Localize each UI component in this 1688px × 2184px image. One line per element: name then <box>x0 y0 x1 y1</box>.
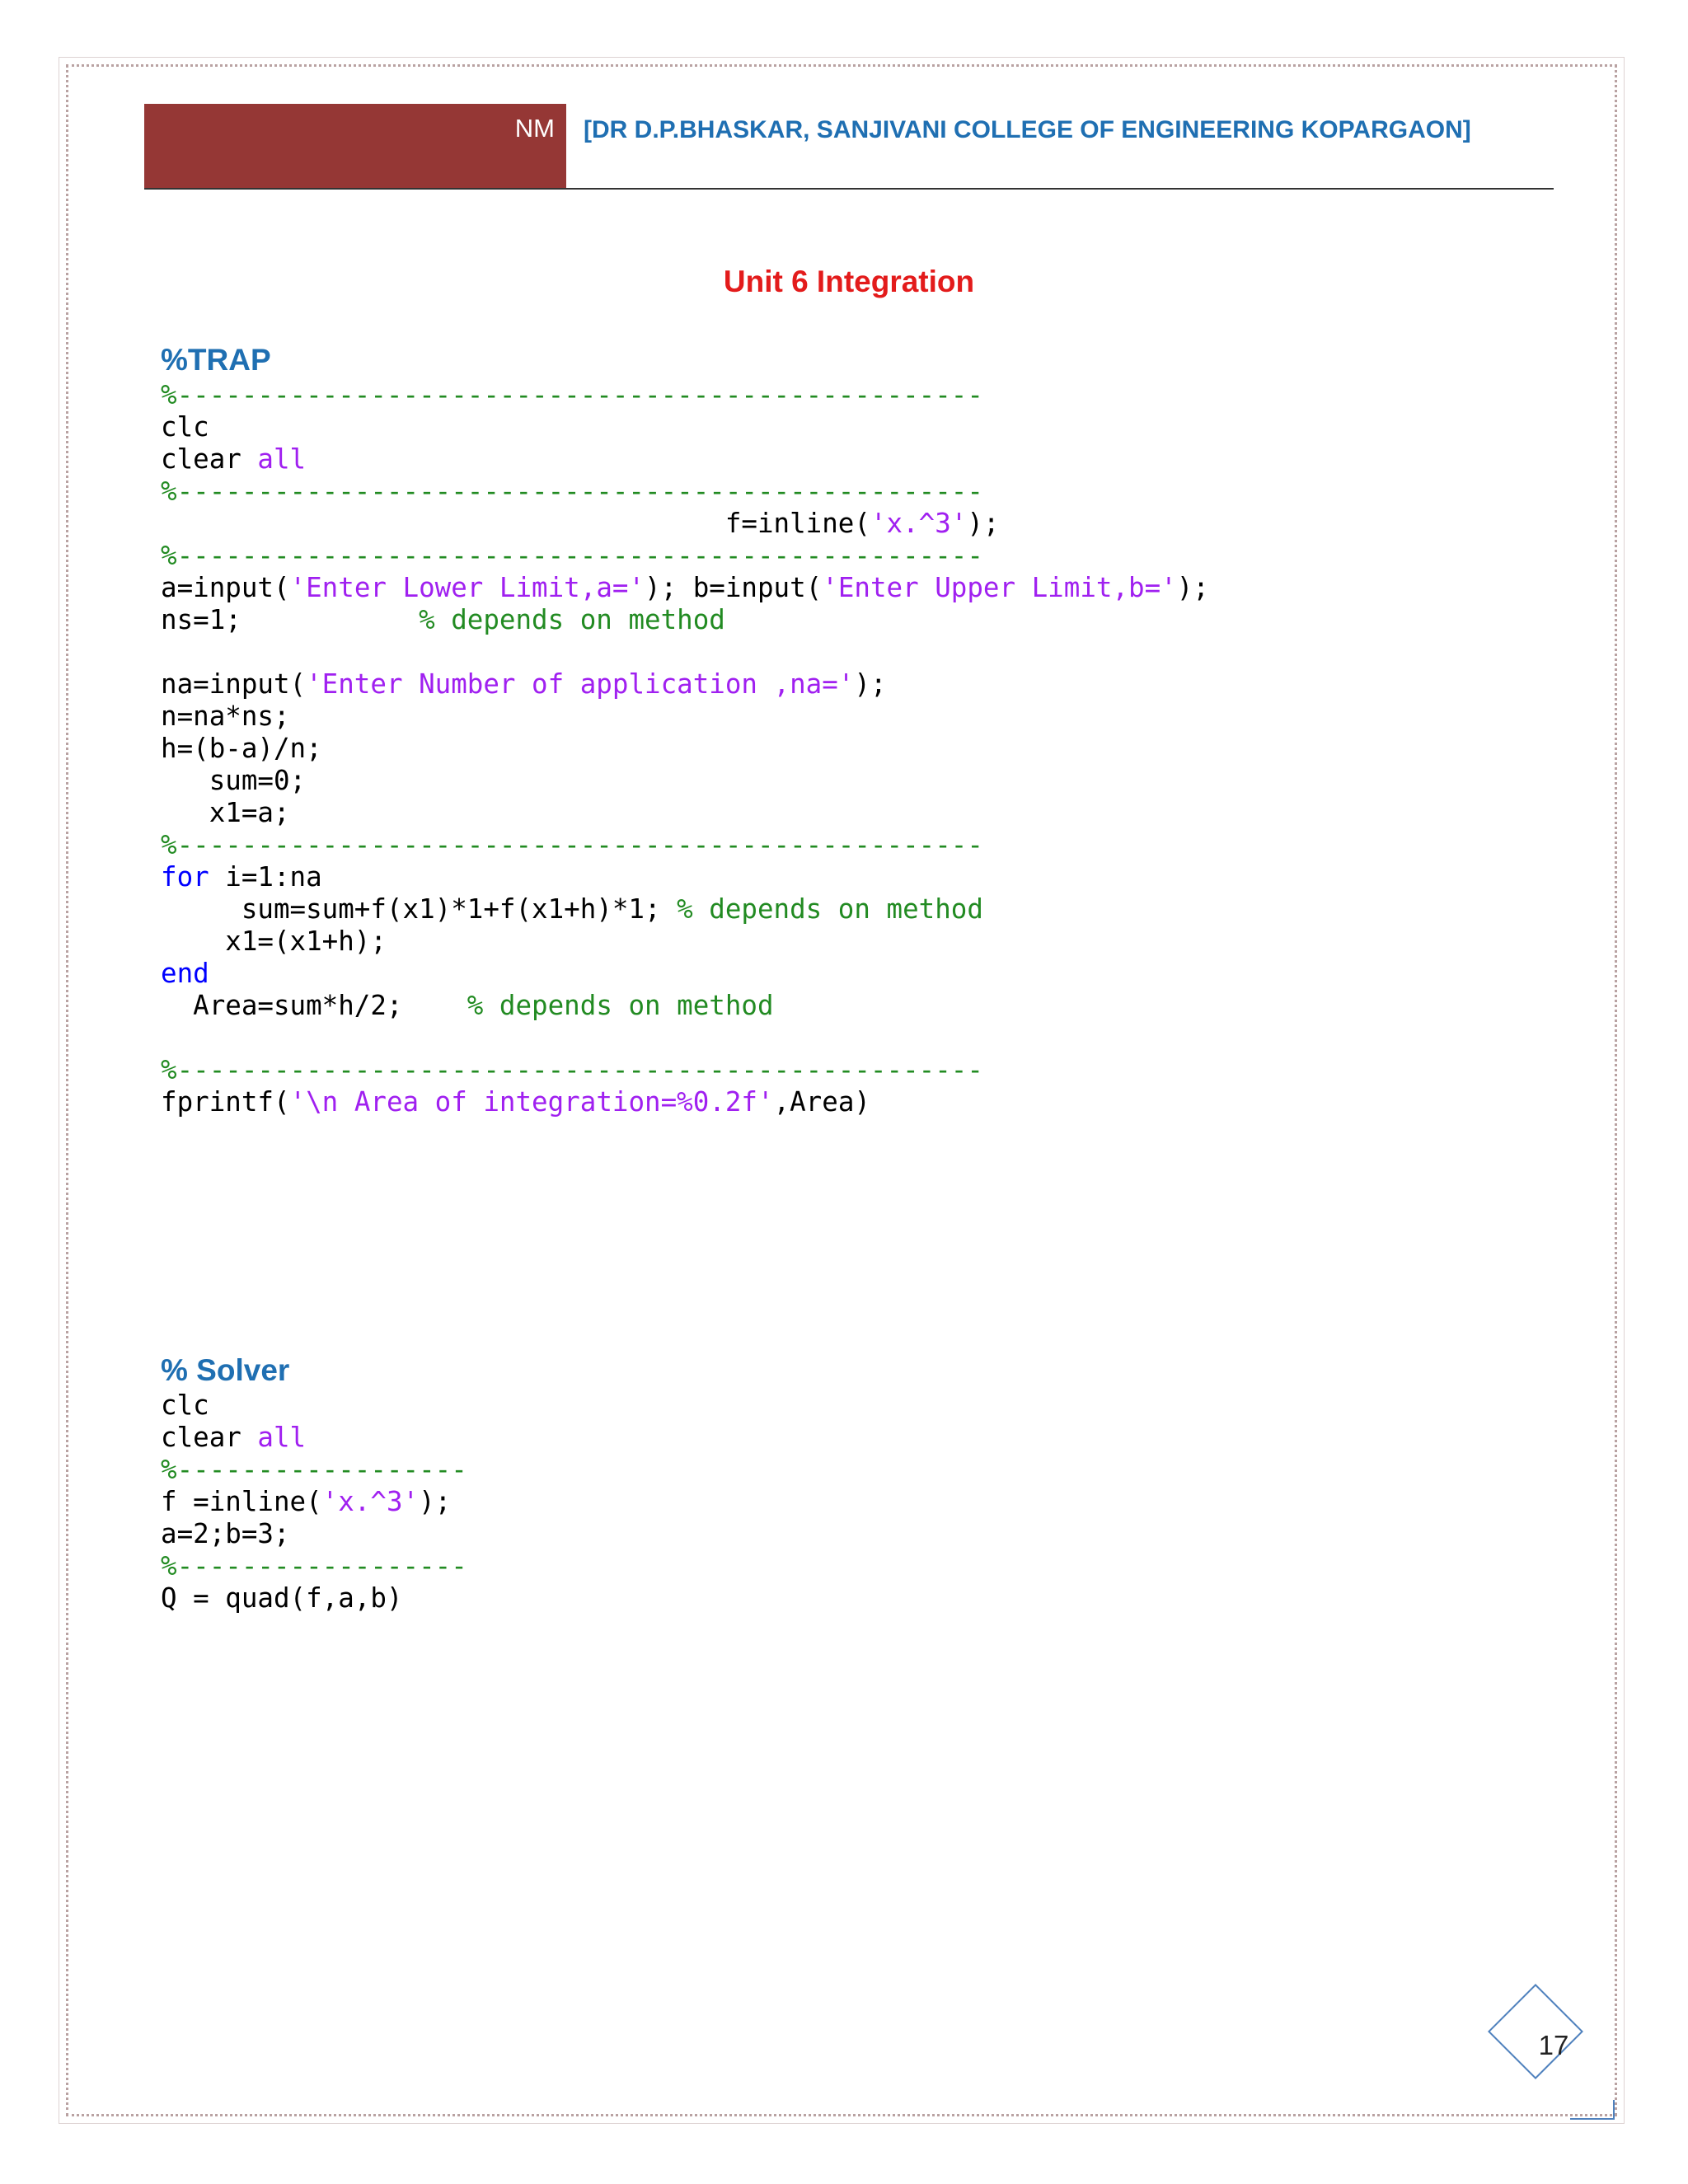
code-line <box>161 1422 467 1454</box>
code-token: i=1:na <box>209 861 322 893</box>
code-string: all <box>257 443 307 475</box>
code-token: clc <box>161 1390 209 1421</box>
code-line <box>161 636 1209 668</box>
code-line <box>161 1486 467 1518</box>
code-token: Q = quad(f,a,b) <box>161 1582 403 1614</box>
code-token: clear <box>161 1422 258 1453</box>
code-string: 'x.^3' <box>870 508 968 539</box>
code-line <box>161 701 1209 733</box>
code-line <box>161 572 1209 604</box>
code-token: na=input( <box>161 668 307 700</box>
solver-code-block <box>161 1390 467 1615</box>
code-line <box>161 668 1209 701</box>
code-line <box>161 765 1209 797</box>
code-token: ); <box>967 508 1000 539</box>
code-string: all <box>257 1422 307 1453</box>
code-keyword: end <box>161 958 209 989</box>
code-comment: %------------------ <box>161 1454 467 1485</box>
code-token: x1=(x1+h); <box>161 926 387 957</box>
code-token: ); <box>419 1486 452 1517</box>
trap-heading: %TRAP <box>161 343 271 377</box>
code-comment: % depends on method <box>467 990 774 1021</box>
code-comment: %------------------ <box>161 1550 467 1582</box>
code-token: fprintf( <box>161 1086 290 1118</box>
code-line <box>161 476 1209 508</box>
code-token: n=na*ns; <box>161 701 290 732</box>
code-comment: %-------------------------------------------------- <box>161 540 983 571</box>
code-string: 'Enter Lower Limit,a=' <box>289 572 645 603</box>
code-token: ); <box>1176 572 1209 603</box>
code-line <box>161 1582 467 1615</box>
code-line <box>161 1454 467 1486</box>
code-comment: %-------------------------------------------------- <box>161 379 983 410</box>
code-line <box>161 1390 467 1422</box>
code-line <box>161 926 1209 958</box>
code-string: '\n Area of integration=%0.2f' <box>289 1086 774 1118</box>
corner-decoration <box>1570 2100 1615 2120</box>
code-token: ); <box>854 668 887 700</box>
code-comment: %-------------------------------------------------- <box>161 829 983 860</box>
code-line <box>161 1550 467 1582</box>
page-number: 17 <box>1538 2030 1569 2060</box>
code-line <box>161 379 1209 411</box>
code-string: 'Enter Upper Limit,b=' <box>822 572 1177 603</box>
code-comment: % depends on method <box>419 604 725 635</box>
code-line <box>161 508 1209 540</box>
code-token: ,Area) <box>773 1086 870 1118</box>
header-right-label: [DR D.P.BHASKAR, SANJIVANI COLLEGE OF ENGINEERING KOPARGAON] <box>584 116 1471 143</box>
code-line <box>161 893 1209 926</box>
code-token: a=input( <box>161 572 290 603</box>
code-token: f =inline( <box>161 1486 322 1517</box>
code-comment: %-------------------------------------------------- <box>161 1054 983 1085</box>
code-token: clc <box>161 411 209 443</box>
code-token: clear <box>161 443 258 475</box>
code-line <box>161 411 1209 443</box>
code-line <box>161 1054 1209 1086</box>
code-token: ns=1; <box>161 604 420 635</box>
header-left-label: NM <box>514 114 555 143</box>
code-comment: %-------------------------------------------------- <box>161 476 983 507</box>
code-comment: % depends on method <box>677 893 983 925</box>
code-line <box>161 861 1209 893</box>
code-line <box>161 990 1209 1022</box>
solver-heading: % Solver <box>161 1353 290 1387</box>
code-token: Area=sum*h/2; <box>161 990 467 1021</box>
code-line <box>161 797 1209 829</box>
code-token: sum=sum+f(x1)*1+f(x1+h)*1; <box>161 893 678 925</box>
code-line <box>161 1518 467 1550</box>
trap-code-block <box>161 379 1209 1118</box>
page-title: Unit 6 Integration <box>723 265 975 298</box>
code-line <box>161 958 1209 990</box>
code-token: a=2;b=3; <box>161 1518 290 1549</box>
code-line <box>161 443 1209 476</box>
code-token: sum=0; <box>161 765 307 796</box>
header-divider <box>144 188 1554 190</box>
code-line <box>161 733 1209 765</box>
code-token: ); b=input( <box>645 572 823 603</box>
code-line <box>161 1022 1209 1054</box>
code-token: x1=a; <box>161 797 290 828</box>
code-token: h=(b-a)/n; <box>161 733 322 764</box>
code-keyword: for <box>161 861 209 893</box>
code-line <box>161 604 1209 636</box>
code-line <box>161 1086 1209 1118</box>
code-line <box>161 540 1209 572</box>
code-string: 'x.^3' <box>321 1486 420 1517</box>
code-token: f=inline( <box>161 508 870 539</box>
code-string: 'Enter Number of application ,na=' <box>306 668 855 700</box>
code-line <box>161 829 1209 861</box>
